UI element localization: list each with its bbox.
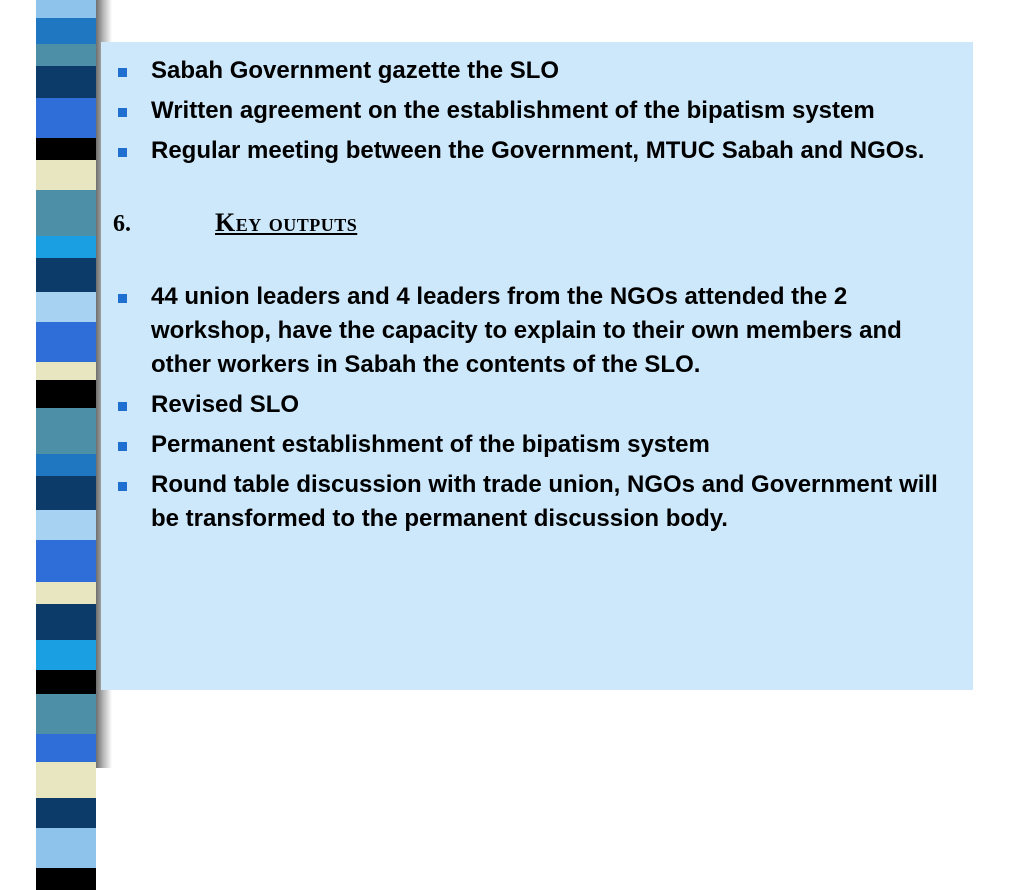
list-item xyxy=(113,468,957,536)
stripe-segment xyxy=(36,476,96,510)
stripe-segment xyxy=(36,454,96,476)
list-item xyxy=(113,280,957,382)
stripe-segment xyxy=(36,380,96,408)
stripe-segment xyxy=(36,18,96,44)
stripe-segment xyxy=(36,828,96,868)
stripe-segment xyxy=(36,510,96,540)
stripe-segment xyxy=(36,798,96,828)
top-bullet-list xyxy=(113,54,957,168)
bullet-text: Written agreement on the establishment of the bipatism system xyxy=(151,97,875,124)
stripe-segment xyxy=(36,734,96,762)
stripe-segment xyxy=(36,66,96,98)
square-bullet-icon xyxy=(118,68,127,77)
section-heading xyxy=(113,208,957,238)
square-bullet-icon xyxy=(118,402,127,411)
stripe-segment xyxy=(36,694,96,734)
content-panel xyxy=(101,42,973,690)
stripe-segment xyxy=(36,236,96,258)
square-bullet-icon xyxy=(118,482,127,491)
list-item xyxy=(113,54,957,88)
list-item xyxy=(113,134,957,168)
list-item xyxy=(113,94,957,128)
stripe-segment xyxy=(36,0,96,18)
stripe-segment xyxy=(36,868,96,890)
stripe-segment xyxy=(36,138,96,160)
bullet-text: Permanent establishment of the bipatism system xyxy=(151,431,710,458)
stripe-segment xyxy=(36,362,96,380)
stripe-segment xyxy=(36,44,96,66)
stripe-segment xyxy=(36,190,96,236)
bullet-text: Regular meeting between the Government, MTUC Sabah and NGOs. xyxy=(151,137,925,164)
square-bullet-icon xyxy=(118,108,127,117)
list-item xyxy=(113,428,957,462)
bullet-text: Sabah Government gazette the SLO xyxy=(151,57,560,84)
square-bullet-icon xyxy=(118,294,127,303)
stripe-segment xyxy=(36,582,96,604)
stripe-segment xyxy=(36,98,96,138)
section-title: Key outputs xyxy=(215,208,358,237)
stripe-segment xyxy=(36,292,96,322)
decorative-stripe xyxy=(36,0,96,768)
bullet-text: Revised SLO xyxy=(151,391,300,418)
bullet-text: 44 union leaders and 4 leaders from the NGOs attended the 2 workshop, have the capacity to explain to their own members and other workers in Sabah the contents of the SLO. xyxy=(151,283,902,378)
stripe-segment xyxy=(36,762,96,798)
square-bullet-icon xyxy=(118,442,127,451)
stripe-segment xyxy=(36,258,96,292)
section-number: 6. xyxy=(113,211,131,237)
outputs-bullet-list xyxy=(113,280,957,536)
bullet-text: Round table discussion with trade union, NGOs and Government will be transformed to the permanent discussion body. xyxy=(151,471,938,532)
list-item xyxy=(113,388,957,422)
stripe-segment xyxy=(36,640,96,670)
stripe-segment xyxy=(36,604,96,640)
stripe-segment xyxy=(36,670,96,694)
stripe-segment xyxy=(36,322,96,362)
stripe-segment xyxy=(36,540,96,582)
stripe-segment xyxy=(36,408,96,454)
stripe-segment xyxy=(36,160,96,190)
square-bullet-icon xyxy=(118,148,127,157)
